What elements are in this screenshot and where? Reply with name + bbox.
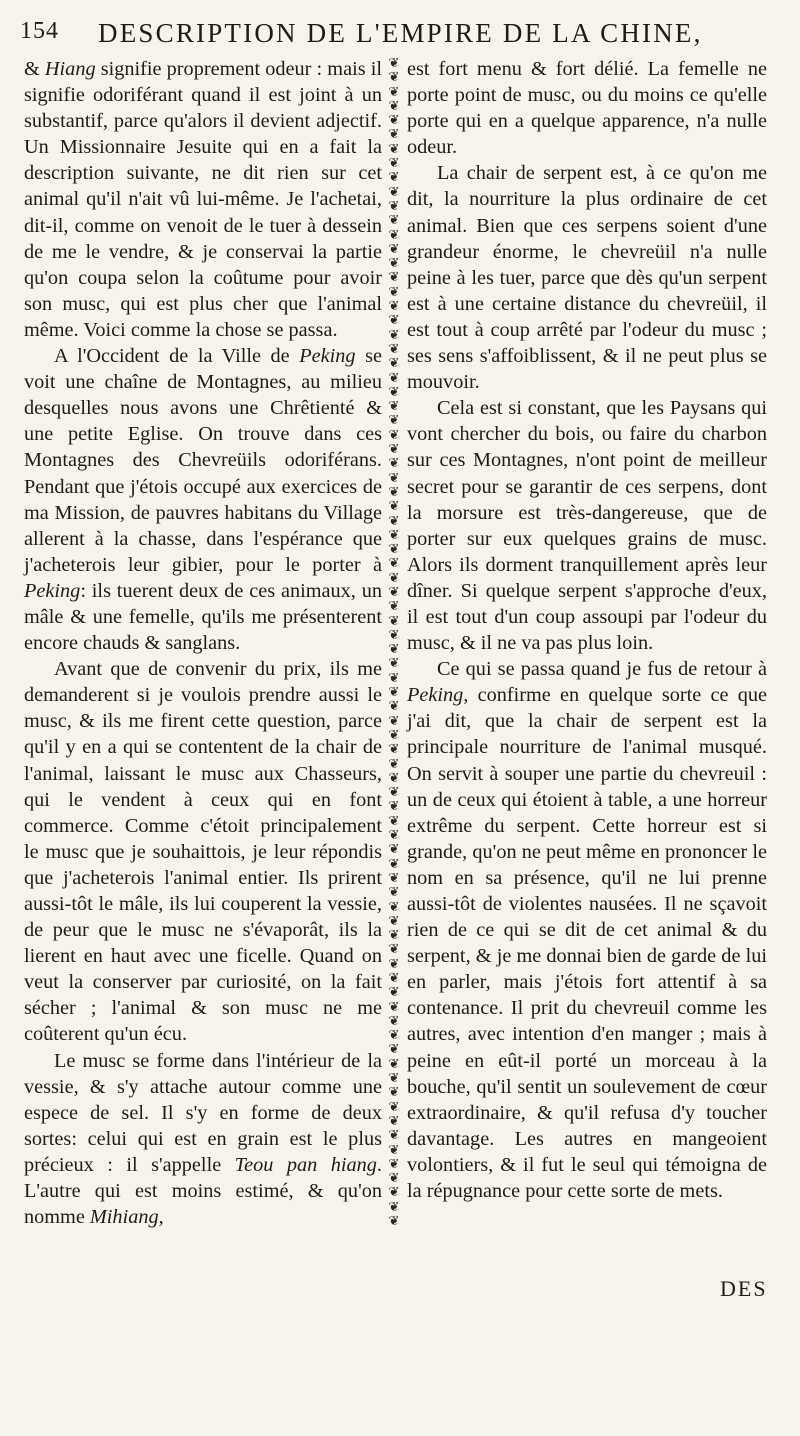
text-run: , [158, 1206, 164, 1229]
text-run: est fort menu & fort délié. La femelle ne porte point de musc, ou du moins ce qu'elle porte qui en a quelque apparence, n'a nulle odeur. [407, 58, 767, 159]
ornamental-column-divider [383, 56, 405, 1228]
ornament-fleuron: ❦ [388, 483, 400, 499]
ornament-fleuron: ❦ [388, 984, 400, 1000]
paragraph [407, 656, 767, 1204]
italic-term: Hiang [44, 58, 96, 80]
ornament-fleuron: ❦ [388, 855, 400, 871]
ornament-fleuron: ❦ [388, 898, 400, 914]
ornament-fleuron: ❦ [388, 1070, 400, 1086]
ornament-fleuron: ❦ [388, 183, 400, 199]
text-run: signifie proprement odeur : mais il signifie odoriférant quand il est joint à un substantif, parce qu'alors il devient adjectif. Un Missionnaire Jesuite qui en a fait la description suivante, ne dit rien sur cet animal qu'il n'ait vû lui-même. Je l'achetai, dit-il, comme on venoit de le tuer à dessein de me le vendre, & je conservai la partie qu'on coupa selon la coûtume pour avoir son musc, qui est plus cher que l'animal même. Voici comme la chose se passa. [24, 58, 382, 341]
ornament-fleuron: ❦ [388, 812, 400, 828]
ornament-fleuron: ❦ [388, 97, 400, 113]
ornament-fleuron: ❦ [388, 970, 400, 985]
ornament-fleuron: ❦ [388, 784, 400, 800]
ornament-fleuron: ❦ [388, 669, 400, 685]
text-run: se voit une chaîne de Montagnes, au milieu desquelles nous avons une Chrêtienté & une petite Eglise. On trouve dans ces Montagnes des Chevreüils odoriférans. Pendant que j'étois occupé aux exercices de ma Mission, de pauvres habitans du Village allerent à la chasse, dans l'espérance que j'acheterois leur gibier, pour le porter à [24, 345, 382, 576]
ornament-fleuron: ❦ [388, 827, 400, 843]
ornament-fleuron: ❦ [388, 884, 400, 900]
ornament-fleuron: ❦ [388, 269, 400, 285]
text-run: Cela est si constant, que les Paysans qui vont chercher du bois, ou faire du charbon sur ces Montagnes, n'ont point de meilleur secret pour se garantir de ces serpens, dont la morsure est très-dangereuse, que de porter sur eux quelques grains de musc. Alors ils dorment tranquillement après leur dîner. Si quelque serpent s'approche d'eux, il est tout d'un coup assoupi par l'odeur du musc, & il ne va pas plus loin. [407, 397, 767, 655]
italic-term: Mihiang [89, 1206, 159, 1229]
ornament-fleuron: ❦ [388, 1198, 400, 1214]
ornament-fleuron: ❦ [388, 340, 400, 356]
ornament-fleuron: ❦ [388, 126, 400, 142]
ornament-fleuron: ❦ [388, 1098, 400, 1114]
ornament-fleuron: ❦ [388, 140, 400, 156]
ornament-fleuron: ❦ [388, 255, 400, 271]
paragraph [24, 343, 382, 656]
ornament-fleuron: ❦ [388, 1184, 400, 1200]
ornament-fleuron: ❦ [388, 869, 400, 885]
text-run: La chair de serpent est, à ce qu'on me dit, la nourriture la plus ordinaire de cet animal. Bien que ces serpens soient d'une grandeur énorme, le chevreüil n'a nulle peine à les tuer, parce que dès qu'un serpent est à une certaine distance du chevreüil, il est tout à coup arrêté par l'odeur du musc ; ses sens s'affoiblissent, & il ne peut plus se mouvoir. [407, 162, 767, 394]
ornament-fleuron: ❦ [388, 583, 400, 599]
italic-term: Peking [299, 345, 356, 368]
ornament-fleuron: ❦ [388, 1213, 400, 1228]
page-header [0, 18, 800, 60]
text-run: : ils tuerent deux de ces animaux, un mâle & une femelle, qu'ils me présenterent encore chauds & sanglans. [24, 579, 382, 655]
ornament-fleuron: ❦ [388, 555, 400, 571]
ornament-fleuron: ❦ [388, 1027, 400, 1043]
ornament-fleuron: ❦ [388, 641, 400, 657]
ornament-fleuron: ❦ [388, 726, 400, 742]
ornament-fleuron: ❦ [388, 1084, 400, 1100]
ornament-fleuron: ❦ [388, 755, 400, 771]
ornament-fleuron: ❦ [388, 655, 400, 671]
text-run: Avant que de convenir du prix, ils me demanderent si je voulois prendre aussi le musc, & ils me firent cette question, parce qu'il y en a qui se contentent de la chair de l'animal, laissant le musc aux Chasseurs, qui le vendent à ceux qui en font commerce. Comme c'étoit principalement le musc que je souhaittois, je leur répondis que j'acheterois l'animal entier. Ils prirent aussi-tôt le mâle, ils lui couperent la vessie, de peur que le musc ne s'évaporât, ils la lierent en haut avec une ficelle. Quand on veut la conserver par curiosité, on la fait sécher ; l'animal & son musc ne me coûterent qu'un écu. [24, 658, 382, 1046]
ornament-fleuron: ❦ [388, 369, 400, 385]
italic-term: Peking [407, 684, 464, 707]
ornament-fleuron: ❦ [388, 197, 400, 213]
ornament-fleuron: ❦ [388, 69, 400, 85]
right-text-column [407, 56, 767, 1204]
paragraph [24, 656, 382, 1047]
ornament-fleuron: ❦ [388, 1170, 400, 1186]
ornament-fleuron: ❦ [388, 441, 400, 457]
ornament-fleuron: ❦ [388, 498, 400, 514]
ornament-fleuron: ❦ [388, 1141, 400, 1157]
ornament-fleuron: ❦ [388, 569, 400, 585]
ornament-fleuron: ❦ [388, 169, 400, 185]
ornament-fleuron: ❦ [388, 626, 400, 642]
ornament-fleuron: ❦ [388, 841, 400, 857]
ornament-fleuron: ❦ [388, 998, 400, 1014]
text-run: . L'autre qui est moins estimé, & qu'on nomme [24, 1153, 382, 1229]
ornament-fleuron: ❦ [388, 312, 400, 328]
ornament-fleuron: ❦ [388, 927, 400, 943]
ornament-fleuron: ❦ [388, 941, 400, 957]
ornament-fleuron: ❦ [388, 1155, 400, 1171]
ornament-fleuron: ❦ [388, 612, 400, 628]
text-run: Le musc se forme dans l'intérieur de la vessie, & s'y attache autour comme une espece de sel. Il s'y en forme de deux sortes: celui qui est en grain est le plus précieux : il s'appelle [24, 1049, 382, 1176]
paragraph [24, 56, 382, 343]
ornament-fleuron: ❦ [388, 912, 400, 928]
left-text-column [24, 56, 382, 1230]
paragraph [24, 1048, 382, 1231]
ornament-fleuron: ❦ [388, 955, 400, 971]
ornament-fleuron: ❦ [388, 1127, 400, 1143]
ornament-fleuron: ❦ [388, 541, 400, 557]
ornament-fleuron: ❦ [388, 769, 400, 785]
ornament-fleuron: ❦ [388, 1012, 400, 1028]
ornament-fleuron: ❦ [388, 412, 400, 428]
ornament-fleuron: ❦ [388, 56, 400, 70]
ornament-fleuron: ❦ [388, 383, 400, 399]
ornament-fleuron: ❦ [388, 226, 400, 242]
ornament-fleuron: ❦ [388, 798, 400, 814]
paragraph [407, 160, 767, 395]
ornament-fleuron: ❦ [388, 512, 400, 528]
ornament-fleuron: ❦ [388, 326, 400, 342]
text-run: Ce qui se passa quand je fus de retour à [437, 658, 767, 681]
paragraph [407, 395, 767, 656]
ornament-fleuron: ❦ [388, 283, 400, 299]
ornament-fleuron: ❦ [388, 598, 400, 614]
ornament-fleuron: ❦ [388, 240, 400, 256]
text-run: & [24, 58, 45, 80]
ornament-fleuron: ❦ [388, 455, 400, 471]
page-number: 154 [20, 18, 59, 44]
ornament-fleuron: ❦ [388, 212, 400, 228]
ornament-fleuron: ❦ [388, 83, 400, 99]
ornament-fleuron: ❦ [388, 355, 400, 371]
text-run: A l'Occident de la Ville de [54, 345, 300, 368]
ornament-fleuron: ❦ [388, 1041, 400, 1057]
italic-term: Peking [24, 579, 81, 602]
ornament-fleuron: ❦ [388, 112, 400, 128]
catchword: DES [720, 1276, 768, 1301]
ornament-fleuron: ❦ [388, 741, 400, 757]
italic-term: Teou pan hiang [234, 1153, 377, 1176]
ornament-fleuron: ❦ [388, 298, 400, 314]
ornament-fleuron: ❦ [388, 469, 400, 485]
ornament-fleuron: ❦ [388, 1055, 400, 1071]
ornament-fleuron: ❦ [388, 1112, 400, 1128]
ornament-fleuron: ❦ [388, 684, 400, 700]
ornament-fleuron: ❦ [388, 155, 400, 171]
paragraph [407, 56, 767, 160]
ornament-fleuron: ❦ [388, 426, 400, 442]
ornament-fleuron: ❦ [388, 712, 400, 728]
ornament-fleuron: ❦ [388, 698, 400, 714]
ornament-fleuron: ❦ [388, 526, 400, 542]
ornament-fleuron: ❦ [388, 398, 400, 414]
running-title: DESCRIPTION DE L'EMPIRE DE LA CHINE, [98, 18, 703, 48]
text-run: , confirme en quelque sorte ce que j'ai dit, que la chair de serpent est la principale nourriture de l'animal musqué. On servit à souper une partie du chevreuil : un de ceux qui étoient à table, a une horreur extrême du serpent. Cette horreur est si grande, qu'on ne peut même en prononcer le nom en sa présence, qu'il ne lui prenne aussi-tôt de violentes nausées. Il ne sçavoit rien de ce qui se dit de cet animal & du serpent, & je me donnai bien de garde de lui en parler, mais j'étois fort attentif à sa contenance. Il prit du chevreuil comme les autres, avec intention d'en manger ; mais à peine en eût-il porté un morceau à la bouche, qu'il sentit un soulevement de cœur extraordinaire, & qu'il refusa d'y toucher davantage. Les autres en mangeoient volontiers, & il fut le seul qui témoigna de la répugnance pour cette sorte de mets. [407, 684, 767, 1203]
